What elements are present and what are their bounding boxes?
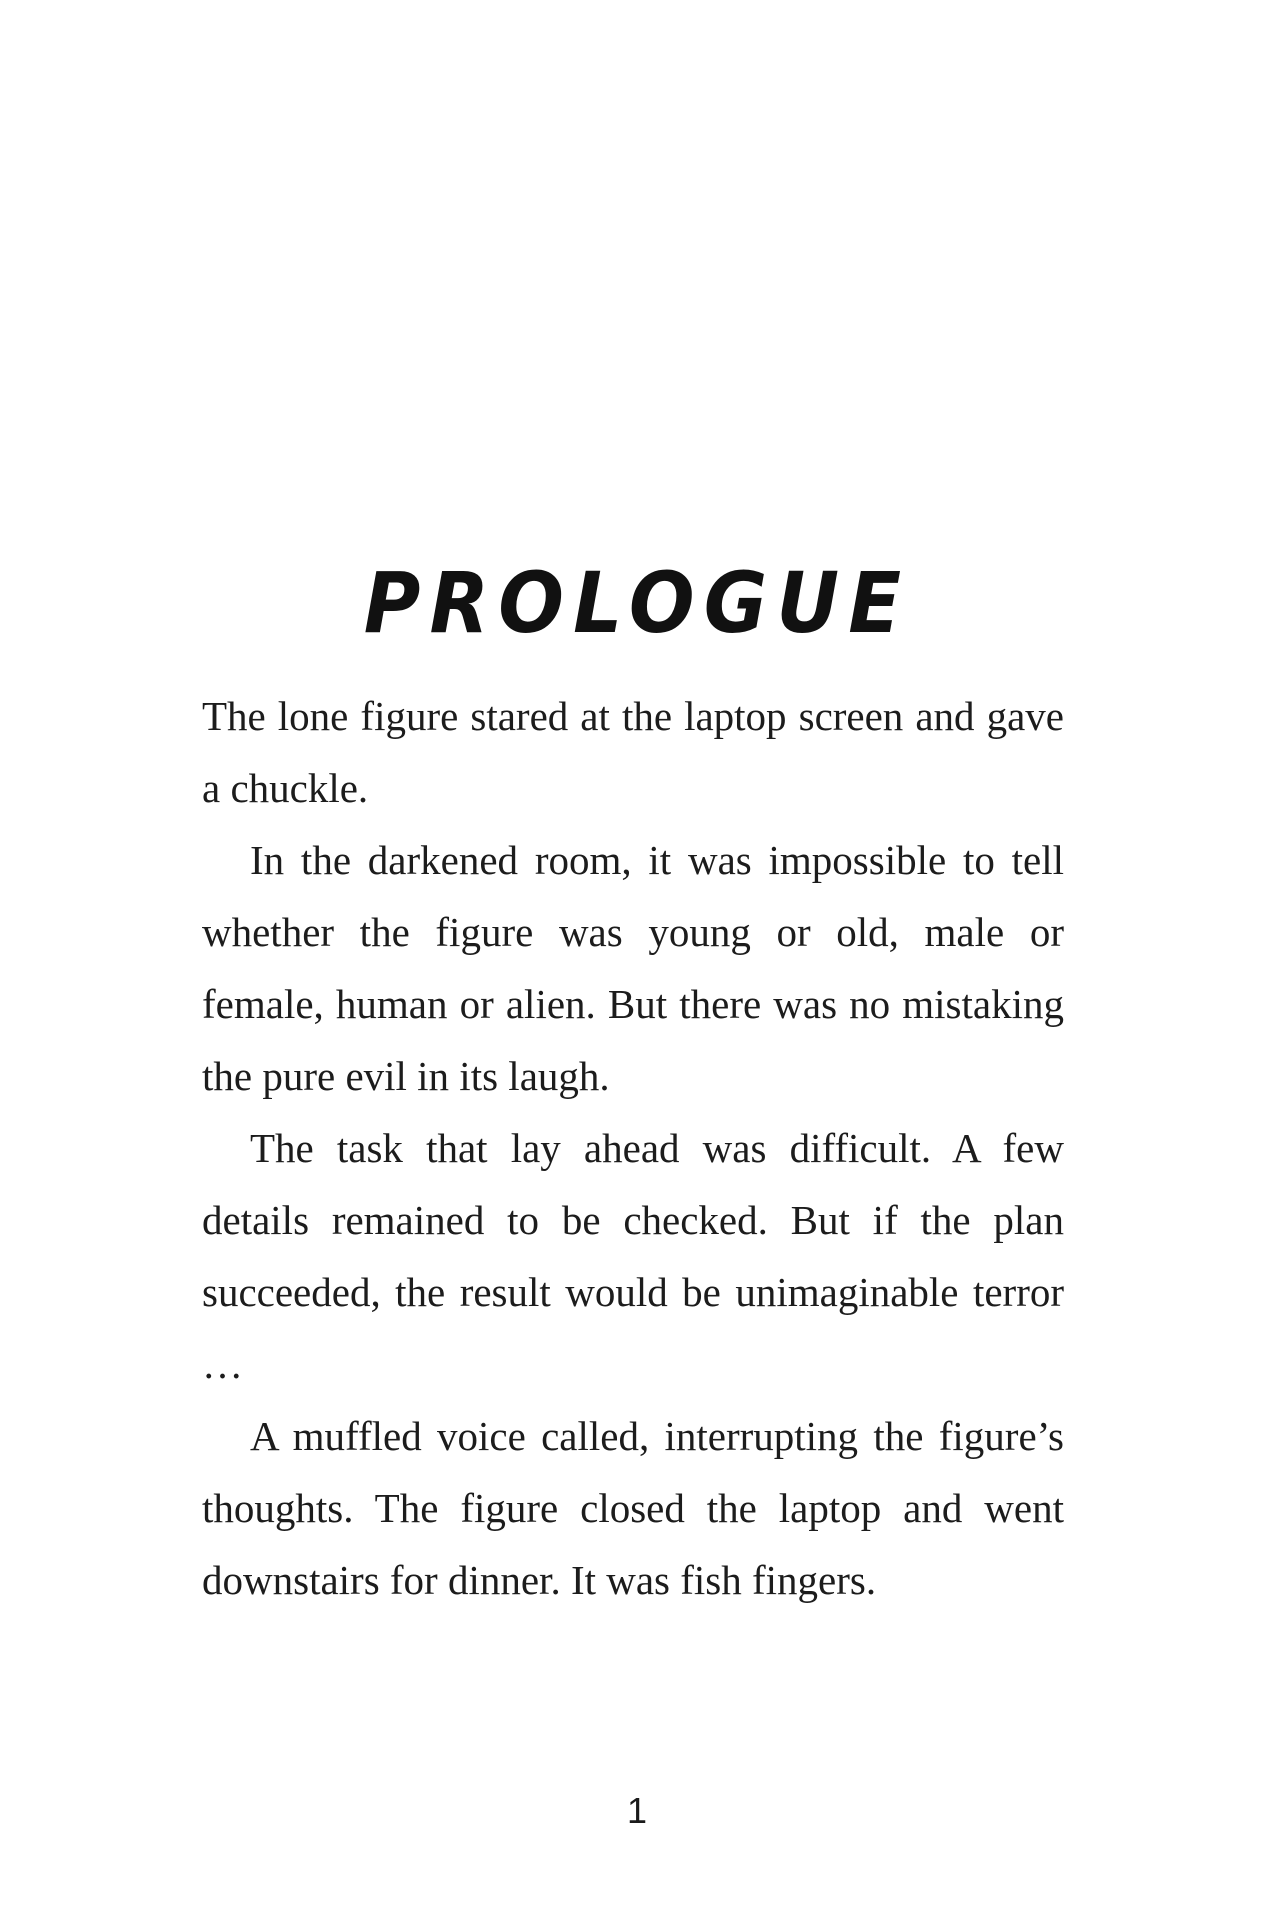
chapter-title: PROLOGUE	[363, 554, 911, 653]
page-number: 1	[626, 1790, 648, 1831]
paragraph-1: The lone figure stared at the laptop screen and gave a chuckle.	[202, 693, 1064, 811]
paragraph-2: In the darkened room, it was impossible to tell whether the figure was young or old, male or female, human or alien. But there was no mistaking the pure evil in its laugh.	[202, 837, 1064, 1099]
paragraph-3: The task that lay ahead was difficult. A few details remained to be checked. But if the plan succeeded, the result would be unimaginable terror …	[202, 1125, 1064, 1387]
prologue-text	[202, 680, 1064, 1616]
paragraph-4: A muffled voice called, interrupting the figure’s thoughts. The figure closed the laptop and went downstairs for dinner. It was fish fingers.	[202, 1413, 1064, 1603]
